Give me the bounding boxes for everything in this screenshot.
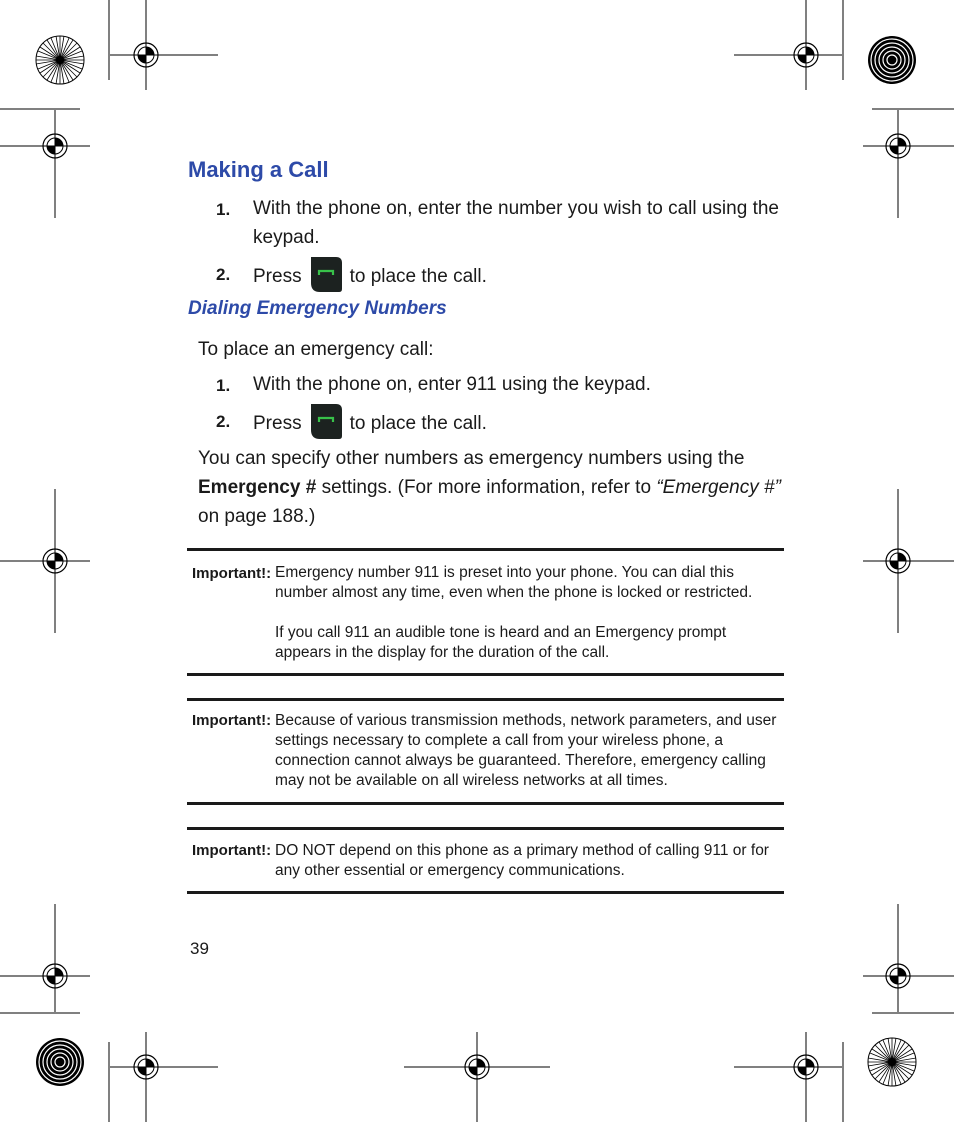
note-paragraph: Because of various transmission methods, network parameters, and user settings necessary to complete a call from your wireless phone, a connection cannot always be guaranteed. Therefore, emergency calling may not be available on all wireless networks at all times. (275, 712, 777, 789)
note-body (275, 841, 785, 881)
step-text (253, 258, 487, 296)
step-text: With the phone on, enter 911 using the keypad. (253, 374, 651, 395)
page-number: 39 (190, 939, 209, 958)
note-paragraph: DO NOT depend on this phone as a primary method of calling 911 or for any other essential or emergency communications. (275, 842, 769, 879)
subsection-title: Dialing Emergency Numbers (188, 298, 447, 319)
emergency-paragraph (198, 444, 788, 531)
step-text (253, 405, 487, 443)
step-press-label: Press (253, 413, 302, 435)
note-body (275, 711, 785, 791)
note-label: Important!: (192, 565, 272, 582)
paragraph-text: You can specify other numbers as emergency numbers using the (198, 448, 745, 469)
settings-reference: Emergency # (198, 477, 317, 498)
paragraph-text: on page 188.) (198, 506, 316, 527)
intro-text: To place an emergency call: (198, 339, 434, 360)
send-key-icon (308, 255, 344, 293)
step-action-label: to place the call. (349, 413, 487, 435)
note-body (275, 563, 785, 663)
step-number: 2. (216, 265, 231, 284)
step-press-label: Press (253, 266, 302, 288)
note-label: Important!: (192, 712, 272, 729)
step-number: 2. (216, 412, 231, 431)
important-note (187, 827, 784, 894)
paragraph-text: settings. (For more information, refer to (321, 477, 652, 498)
send-key-icon (308, 402, 344, 440)
step-text: With the phone on, enter the number you wish to call using the keypad. (253, 198, 779, 248)
step-action-label: to place the call. (349, 266, 487, 288)
important-note (187, 698, 784, 805)
important-note (187, 548, 784, 676)
step-number: 1. (216, 200, 231, 219)
step-number: 1. (216, 376, 231, 395)
section-title: Making a Call (188, 157, 329, 182)
note-label: Important!: (192, 842, 272, 859)
note-paragraph: If you call 911 an audible tone is heard and an Emergency prompt appears in the display for the duration of the call. (275, 624, 727, 661)
note-paragraph: Emergency number 911 is preset into your phone. You can dial this number almost any time, even when the phone is locked or restricted. (275, 564, 753, 601)
cross-reference-link[interactable]: “Emergency #” (656, 477, 781, 498)
